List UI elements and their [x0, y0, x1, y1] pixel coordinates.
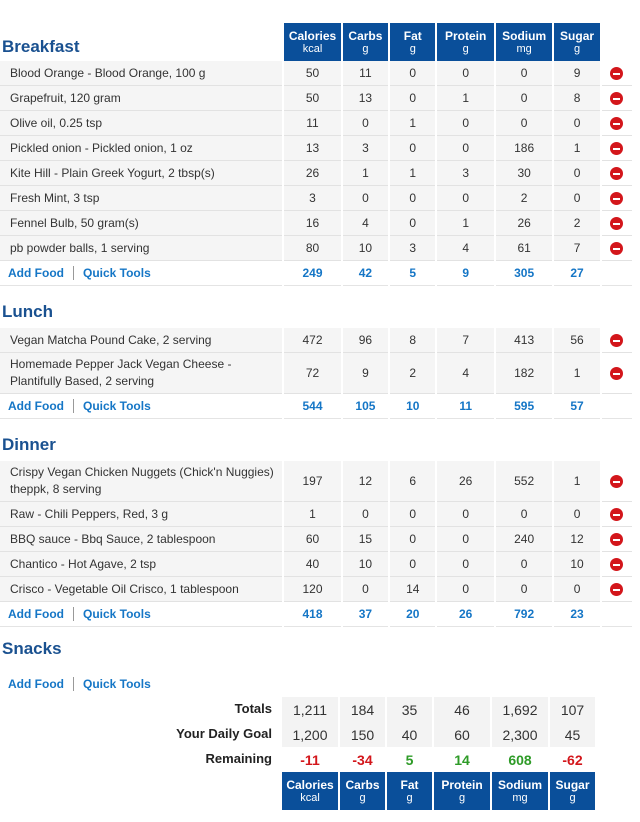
summary-goal-sugar: 45 — [550, 722, 595, 747]
column-label: Sodium — [498, 777, 542, 792]
breakfast-col-carbs — [343, 0, 388, 61]
quick-tools-link[interactable]: Quick Tools — [82, 606, 151, 621]
food-sugar: 9 — [554, 61, 599, 86]
column-label: Protein — [445, 28, 487, 43]
food-name[interactable]: Homemade Pepper Jack Vegan Cheese - Plantifully Based, 2 serving — [0, 353, 282, 394]
column-header — [554, 23, 599, 61]
remove-circle-icon[interactable] — [610, 67, 623, 80]
summary-column-headers — [282, 772, 595, 810]
summary-remaining-protein: 14 — [434, 747, 490, 772]
food-protein: 4 — [437, 236, 493, 261]
food-sugar: 0 — [554, 502, 599, 527]
meal-title-lunch: Lunch — [2, 302, 53, 321]
meal-total-fat: 10 — [390, 394, 435, 419]
food-protein: 0 — [437, 527, 493, 552]
meal-total-carbs: 42 — [343, 261, 388, 286]
food-calories: 16 — [284, 211, 340, 236]
daily-goal-label: Your Daily Goal — [176, 726, 272, 741]
food-row[interactable] — [0, 353, 632, 394]
summary-goal-fat: 40 — [387, 722, 432, 747]
food-carbs: 0 — [343, 111, 388, 136]
column-label: Carbs — [348, 28, 383, 43]
food-name[interactable]: Crispy Vegan Chicken Nuggets (Chick'n Nuggies) theppk, 8 serving — [0, 461, 282, 502]
food-calories: 26 — [284, 161, 340, 186]
food-row[interactable] — [0, 136, 632, 161]
food-fat: 0 — [390, 136, 435, 161]
column-unit: kcal — [302, 42, 323, 55]
add-food-link[interactable]: Add Food — [8, 676, 64, 691]
meal-total-carbs: 105 — [343, 394, 388, 419]
food-name[interactable]: Crisco - Vegetable Oil Crisco, 1 tablespoon — [0, 577, 282, 602]
column-label: Fat — [403, 28, 422, 43]
food-protein: 3 — [437, 161, 493, 186]
spacer — [602, 602, 632, 627]
meal-header-snacks — [0, 627, 632, 665]
remove-circle-icon[interactable] — [610, 192, 623, 205]
meal-title-snacks: Snacks — [2, 639, 62, 658]
food-row[interactable] — [0, 552, 632, 577]
meal-total-sodium: 305 — [496, 261, 552, 286]
meal-total-sugar: 23 — [554, 602, 599, 627]
column-label: Calories — [288, 28, 337, 43]
food-calories: 50 — [284, 86, 340, 111]
food-name[interactable]: BBQ sauce - Bbq Sauce, 2 tablespoon — [0, 527, 282, 552]
summary-goal-carbs: 150 — [340, 722, 385, 747]
meal-total-fat: 20 — [390, 602, 435, 627]
food-carbs: 12 — [343, 461, 388, 502]
food-sodium: 0 — [496, 502, 552, 527]
meal-header-lunch — [0, 286, 632, 328]
link-divider — [73, 677, 74, 691]
remove-circle-icon[interactable] — [610, 558, 623, 571]
food-calories: 72 — [284, 353, 340, 394]
column-label: Calories — [286, 777, 334, 792]
food-protein: 0 — [437, 186, 493, 211]
food-sodium: 240 — [496, 527, 552, 552]
summary-total-carbs: 184 — [340, 697, 385, 722]
food-row[interactable] — [0, 527, 632, 552]
food-row[interactable] — [0, 328, 632, 353]
meal-header-dinner — [0, 419, 632, 461]
meal-total-protein: 11 — [437, 394, 493, 419]
food-carbs: 3 — [343, 136, 388, 161]
food-protein: 0 — [437, 502, 493, 527]
summary-remaining-sugar: -62 — [550, 747, 595, 772]
food-sugar: 12 — [554, 527, 599, 552]
summary-total-protein: 46 — [434, 697, 490, 722]
column-label: Protein — [441, 777, 483, 792]
delete-food-button[interactable] — [602, 527, 632, 552]
food-sugar: 8 — [554, 86, 599, 111]
food-carbs: 0 — [343, 577, 388, 602]
link-divider — [73, 607, 74, 621]
food-calories: 50 — [284, 61, 340, 86]
remove-circle-icon[interactable] — [610, 508, 623, 521]
food-calories: 13 — [284, 136, 340, 161]
footer-col-sugar — [550, 772, 595, 810]
food-protein: 0 — [437, 552, 493, 577]
food-carbs: 10 — [343, 552, 388, 577]
food-carbs: 0 — [343, 502, 388, 527]
food-carbs: 4 — [343, 211, 388, 236]
food-calories: 60 — [284, 527, 340, 552]
food-name[interactable]: pb powder balls, 1 serving — [0, 236, 282, 261]
remove-circle-icon[interactable] — [610, 367, 623, 380]
column-label: Sodium — [502, 28, 547, 43]
summary-row-goal — [282, 722, 595, 747]
breakfast-col-protein — [437, 0, 493, 61]
food-sugar: 2 — [554, 211, 599, 236]
food-name[interactable]: Raw - Chili Peppers, Red, 3 g — [0, 502, 282, 527]
totals-label: Totals — [234, 701, 272, 716]
food-sodium: 186 — [496, 136, 552, 161]
food-sodium: 30 — [496, 161, 552, 186]
delete-food-button[interactable] — [602, 461, 632, 502]
remove-circle-icon[interactable] — [610, 533, 623, 546]
food-calories: 11 — [284, 111, 340, 136]
food-carbs: 11 — [343, 61, 388, 86]
column-header — [343, 23, 388, 61]
summary-remaining-sodium: 608 — [492, 747, 548, 772]
food-sodium: 413 — [496, 328, 552, 353]
food-row[interactable] — [0, 211, 632, 236]
food-carbs: 13 — [343, 86, 388, 111]
link-divider — [73, 399, 74, 413]
quick-tools-link[interactable]: Quick Tools — [82, 265, 151, 280]
daily-summary — [0, 697, 597, 810]
food-name[interactable]: Fennel Bulb, 50 gram(s) — [0, 211, 282, 236]
food-fat: 8 — [390, 328, 435, 353]
column-unit: kcal — [300, 791, 320, 804]
remove-circle-icon[interactable] — [610, 217, 623, 230]
food-fat: 0 — [390, 86, 435, 111]
food-name[interactable]: Chantico - Hot Agave, 2 tsp — [0, 552, 282, 577]
footer-col-protein — [434, 772, 490, 810]
food-sodium: 182 — [496, 353, 552, 394]
food-calories: 197 — [284, 461, 340, 502]
meal-actions — [0, 394, 282, 419]
column-unit: mg — [512, 791, 528, 804]
food-protein: 1 — [437, 211, 493, 236]
column-label: Fat — [400, 777, 419, 792]
food-row[interactable] — [0, 86, 632, 111]
food-name[interactable]: Blood Orange - Blood Orange, 100 g — [0, 61, 282, 86]
food-carbs: 15 — [343, 527, 388, 552]
delete-food-button[interactable] — [602, 161, 632, 186]
delete-food-button[interactable] — [602, 86, 632, 111]
food-fat: 0 — [390, 186, 435, 211]
summary-total-fat: 35 — [387, 697, 432, 722]
food-sodium: 61 — [496, 236, 552, 261]
meal-total-calories: 544 — [284, 394, 340, 419]
meal-total-sugar: 57 — [554, 394, 599, 419]
column-header — [496, 23, 552, 61]
spacer — [602, 0, 632, 61]
food-sugar: 56 — [554, 328, 599, 353]
column-label: Sugar — [555, 777, 590, 792]
food-protein: 26 — [437, 461, 493, 502]
food-name[interactable]: Pickled onion - Pickled onion, 1 oz — [0, 136, 282, 161]
food-sugar: 0 — [554, 161, 599, 186]
food-calories: 80 — [284, 236, 340, 261]
meal-totals-breakfast — [0, 261, 632, 286]
summary-remaining-carbs: -34 — [340, 747, 385, 772]
meal-header-breakfast — [0, 0, 632, 61]
column-unit: mg — [516, 42, 532, 55]
food-carbs: 9 — [343, 353, 388, 394]
food-row[interactable] — [0, 461, 632, 502]
food-protein: 0 — [437, 136, 493, 161]
quick-tools-link[interactable]: Quick Tools — [82, 398, 151, 413]
delete-food-button[interactable] — [602, 353, 632, 394]
food-sodium: 0 — [496, 86, 552, 111]
meal-total-fat: 5 — [390, 261, 435, 286]
meal-title-dinner: Dinner — [2, 435, 56, 454]
delete-food-button[interactable] — [602, 186, 632, 211]
food-fat: 1 — [390, 161, 435, 186]
meal-totals-lunch — [0, 394, 632, 419]
add-food-link[interactable]: Add Food — [8, 398, 64, 413]
food-protein: 0 — [437, 577, 493, 602]
food-sugar: 1 — [554, 461, 599, 502]
spacer — [602, 394, 632, 419]
meal-total-protein: 26 — [437, 602, 493, 627]
food-row[interactable] — [0, 236, 632, 261]
food-sugar: 0 — [554, 577, 599, 602]
delete-food-button[interactable] — [602, 328, 632, 353]
food-calories: 1 — [284, 502, 340, 527]
column-unit: g — [573, 42, 581, 55]
column-unit: g — [458, 791, 466, 804]
food-sodium: 2 — [496, 186, 552, 211]
column-label: Sugar — [560, 28, 595, 43]
breakfast-col-calories — [284, 0, 340, 61]
summary-row-remaining — [282, 747, 595, 772]
remove-circle-icon[interactable] — [610, 92, 623, 105]
food-sugar: 0 — [554, 186, 599, 211]
food-carbs: 96 — [343, 328, 388, 353]
meal-total-sugar: 27 — [554, 261, 599, 286]
summary-remaining-fat: 5 — [387, 747, 432, 772]
food-sugar: 10 — [554, 552, 599, 577]
breakfast-col-sugar — [554, 0, 599, 61]
remove-circle-icon[interactable] — [610, 117, 623, 130]
food-name[interactable]: Olive oil, 0.25 tsp — [0, 111, 282, 136]
food-calories: 40 — [284, 552, 340, 577]
food-calories: 472 — [284, 328, 340, 353]
summary-goal-calories: 1,200 — [282, 722, 338, 747]
column-label: Carbs — [345, 777, 380, 792]
link-divider — [73, 266, 74, 280]
footer-col-fat — [387, 772, 432, 810]
food-sugar: 7 — [554, 236, 599, 261]
column-unit: g — [406, 791, 413, 804]
column-unit: g — [362, 42, 369, 55]
food-name[interactable]: Vegan Matcha Pound Cake, 2 serving — [0, 328, 282, 353]
food-row[interactable] — [0, 111, 632, 136]
food-row[interactable] — [0, 577, 632, 602]
delete-food-button[interactable] — [602, 136, 632, 161]
food-name[interactable]: Kite Hill - Plain Greek Yogurt, 2 tbsp(s) — [0, 161, 282, 186]
add-food-link[interactable]: Add Food — [8, 606, 64, 621]
food-carbs: 1 — [343, 161, 388, 186]
food-sodium: 0 — [496, 577, 552, 602]
meal-total-calories: 249 — [284, 261, 340, 286]
food-calories: 3 — [284, 186, 340, 211]
summary-goal-protein: 60 — [434, 722, 490, 747]
delete-food-button[interactable] — [602, 211, 632, 236]
meal-actions — [0, 602, 282, 627]
column-header — [284, 23, 340, 61]
food-fat: 0 — [390, 211, 435, 236]
column-unit: g — [569, 791, 576, 804]
spacer — [602, 261, 632, 286]
food-sodium: 0 — [496, 552, 552, 577]
food-fat: 6 — [390, 461, 435, 502]
summary-row-total — [282, 697, 595, 722]
remove-circle-icon[interactable] — [610, 167, 623, 180]
footer-col-sodium — [492, 772, 548, 810]
delete-food-button[interactable] — [602, 61, 632, 86]
meal-totals-dinner — [0, 602, 632, 627]
food-protein: 0 — [437, 111, 493, 136]
footer-col-calories — [282, 772, 338, 810]
breakfast-col-fat — [390, 0, 435, 61]
remove-circle-icon[interactable] — [610, 475, 623, 488]
remove-circle-icon[interactable] — [610, 583, 623, 596]
food-row[interactable] — [0, 502, 632, 527]
summary-total-sugar: 107 — [550, 697, 595, 722]
food-sugar: 1 — [554, 136, 599, 161]
column-header — [390, 23, 435, 61]
column-unit: g — [409, 42, 416, 55]
meal-total-sodium: 792 — [496, 602, 552, 627]
food-name[interactable]: Grapefruit, 120 gram — [0, 86, 282, 111]
food-fat: 0 — [390, 61, 435, 86]
food-fat: 3 — [390, 236, 435, 261]
food-row[interactable] — [0, 61, 632, 86]
remove-circle-icon[interactable] — [610, 242, 623, 255]
remaining-label: Remaining — [205, 751, 272, 766]
food-calories: 120 — [284, 577, 340, 602]
food-sugar: 0 — [554, 111, 599, 136]
food-fat: 1 — [390, 111, 435, 136]
food-fat: 2 — [390, 353, 435, 394]
food-fat: 0 — [390, 502, 435, 527]
remove-circle-icon[interactable] — [610, 142, 623, 155]
food-protein: 1 — [437, 86, 493, 111]
food-sodium: 552 — [496, 461, 552, 502]
food-protein: 4 — [437, 353, 493, 394]
add-food-link[interactable]: Add Food — [8, 265, 64, 280]
summary-total-calories: 1,211 — [282, 697, 338, 722]
food-fat: 0 — [390, 552, 435, 577]
footer-col-carbs — [340, 772, 385, 810]
food-fat: 0 — [390, 527, 435, 552]
meal-actions — [0, 261, 282, 286]
delete-food-button[interactable] — [602, 111, 632, 136]
food-protein: 7 — [437, 328, 493, 353]
food-carbs: 10 — [343, 236, 388, 261]
summary-table — [280, 697, 597, 810]
delete-food-button[interactable] — [602, 552, 632, 577]
delete-food-button[interactable] — [602, 577, 632, 602]
summary-remaining-calories: -11 — [282, 747, 338, 772]
meal-total-calories: 418 — [284, 602, 340, 627]
food-sodium: 0 — [496, 61, 552, 86]
summary-goal-sodium: 2,300 — [492, 722, 548, 747]
meal-total-protein: 9 — [437, 261, 493, 286]
remove-circle-icon[interactable] — [610, 334, 623, 347]
food-carbs: 0 — [343, 186, 388, 211]
food-protein: 0 — [437, 61, 493, 86]
meal-title-breakfast: Breakfast — [2, 37, 80, 56]
delete-food-button[interactable] — [602, 502, 632, 527]
meal-total-carbs: 37 — [343, 602, 388, 627]
food-sugar: 1 — [554, 353, 599, 394]
summary-total-sodium: 1,692 — [492, 697, 548, 722]
food-name[interactable]: Fresh Mint, 3 tsp — [0, 186, 282, 211]
column-unit: g — [462, 42, 469, 55]
meal-total-sodium: 595 — [496, 394, 552, 419]
food-row[interactable] — [0, 186, 632, 211]
column-unit: g — [359, 791, 366, 804]
food-row[interactable] — [0, 161, 632, 186]
food-fat: 14 — [390, 577, 435, 602]
food-sodium: 0 — [496, 111, 552, 136]
quick-tools-link[interactable]: Quick Tools — [82, 676, 151, 691]
breakfast-col-sodium — [496, 0, 552, 61]
food-sodium: 26 — [496, 211, 552, 236]
column-header — [437, 23, 493, 61]
delete-food-button[interactable] — [602, 236, 632, 261]
